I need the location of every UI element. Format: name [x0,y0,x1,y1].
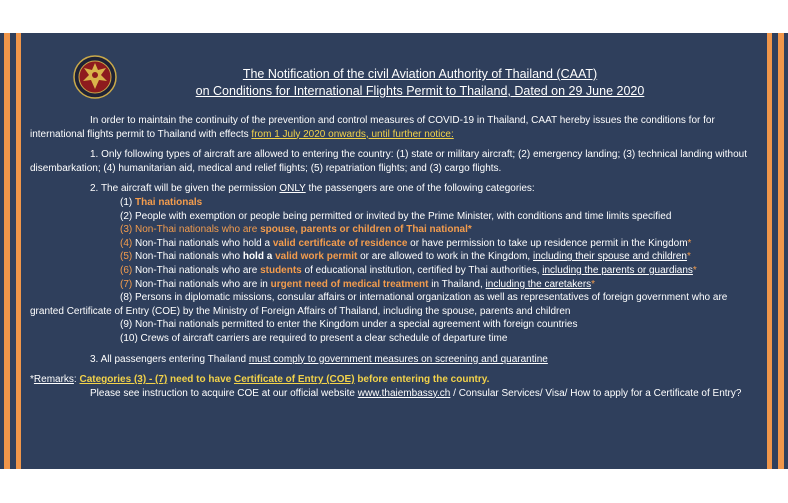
category-5: (5) Non-Thai nationals who hold a valid work permit or are allowed to work in the Kingdom, including their spouse and children* [120,251,691,263]
category-7: (7) Non-Thai nationals who are in urgent need of medical treatment in Thailand, including the caretakers* [120,278,596,290]
title-line-1: The Notification of the civil Aviation Authority of Thailand (CAAT) [242,67,598,81]
intro-paragraph: In order to maintain the continuity of the prevention and control measures of COVID-19 in Thailand, CAAT hereby issues the conditions for for international flights permit to Thailand with effects from 1 July 2020 onwards, until further notice: [30,115,715,140]
left-stripe-outer [4,33,10,469]
category-1: (1) Thai nationals [120,196,203,208]
point-3: 3. All passengers entering Thailand must comply to government measures on screening and quarantine [90,353,548,365]
caat-emblem-icon [73,55,117,99]
category-10: (10) Crews of aircraft carriers are required to present a clear schedule of departure time [120,332,508,344]
remarks: *Remarks: Categories (3) - (7) need to have Certificate of Entry (COE) before entering the country. [30,374,490,386]
notice-title [120,66,720,100]
remarks-instruction: Please see instruction to acquire COE at our official website www.thaiembassy.ch / Consular Services/ Visa/ How to apply for a Certificate of Entry? [90,387,742,399]
embassy-website-link[interactable]: www.thaiembassy.ch [357,387,451,399]
category-8: (8) Persons in diplomatic missions, consular affairs or international organization as well as representatives of foreign government who are granted Certificate of Entry (COE) by the Ministry of Foreign Affairs of Thailand, including the spouse, parents and children [30,292,728,317]
notice-body [30,114,758,400]
right-stripe-inner [767,33,772,469]
left-stripe-inner [16,33,21,469]
category-6: (6) Non-Thai nationals who are students of educational institution, certified by Thai authorities, including the parents or guardians* [120,264,697,276]
effective-date-highlight: from 1 July 2020 onwards, until further notice: [251,128,454,140]
right-stripe-outer [778,33,784,469]
category-9: (9) Non-Thai nationals permitted to enter the Kingdom under a special agreement with foreign countries [120,319,578,331]
point-1: 1. Only following types of aircraft are allowed to entering the country: (1) state or military aircraft; (2) emergency landing; (3) technical landing without disembarkation; (4) humanitarian aid, medical and relief flights; (5) repatriation flights; and (3) cargo flights. [30,149,747,174]
category-2: (2) People with exemption or people being permitted or invited by the Prime Minister, with conditions and time limits specified [120,210,672,222]
title-line-2: on Conditions for International Flights Permit to Thailand, Dated on 29 June 2020 [195,84,645,98]
category-3: (3) Non-Thai nationals who are spouse, parents or children of Thai national* [120,224,472,236]
point-2: 2. The aircraft will be given the permission ONLY the passengers are one of the following categories: [90,183,535,195]
category-list [30,196,758,291]
category-4: (4) Non-Thai nationals who hold a valid certificate of residence or have permission to take up residence permit in the Kingdom* [120,237,692,249]
